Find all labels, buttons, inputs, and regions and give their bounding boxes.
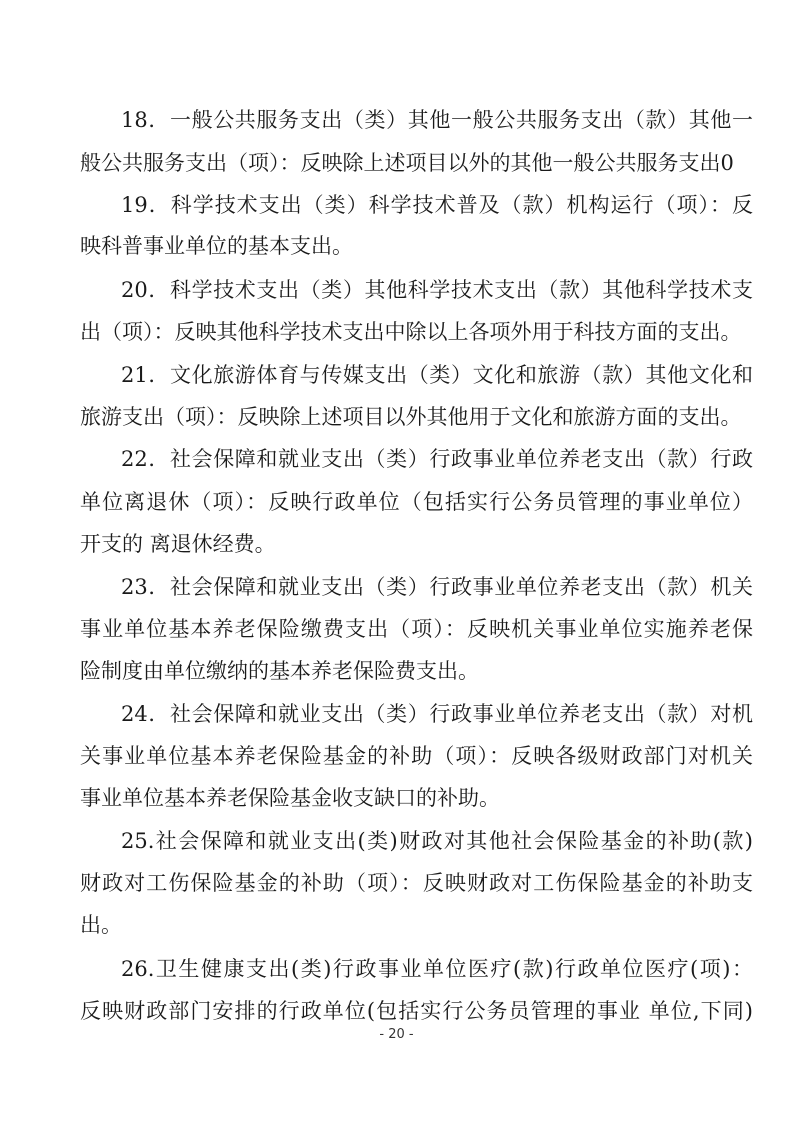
paragraph-24-line-2: 关事业单位基本养老保险基金的补助（项）：反映各级财政部门对机关 [80,744,753,768]
paragraph-22-line-1: 22．社会保障和就业支出（类）行政事业单位养老支出（款）行政 [121,447,753,471]
paragraph-23-line-3: 险制度由单位缴纳的基本养老保险费支出。 [80,659,479,683]
paragraph-21-line-1: 21．文化旅游体育与传媒支出（类）文化和旅游（款）其他文化和 [121,363,753,387]
paragraph-19-line-1: 19．科学技术支出（类）科学技术普及（款）机构运行（项）：反 [121,193,753,217]
paragraph-21-line-2: 旅游支出（项）：反映除上述项目以外其他用于文化和旅游方面的支出。 [80,405,742,429]
paragraph-20-line-1: 20．科学技术支出（类）其他科学技术支出（款）其他科学技术支 [121,278,753,302]
paragraph-26-line-2: 反映财政部门安排的行政单位(包括实行公务员管理的事业 单位,下同) [80,999,753,1023]
page-number: - 20 - [379,1027,414,1042]
paragraph-25-line-3: 出。 [80,913,122,937]
paragraph-24-line-3: 事业单位基本养老保险基金收支缺口的补助。 [80,786,500,810]
paragraph-26-line-1: 26.卫生健康支出(类)行政事业单位医疗(款)行政单位医疗(项)： [121,957,753,981]
paragraph-19-line-2: 映科普事业单位的基本支出。 [80,234,353,258]
paragraph-24-line-1: 24．社会保障和就业支出（类）行政事业单位养老支出（款）对机 [121,702,753,726]
paragraph-25-line-1: 25.社会保障和就业支出(类)财政对其他社会保险基金的补助(款) [121,829,753,853]
paragraph-23-line-2: 事业单位基本养老保险缴费支出（项）：反映机关事业单位实施养老保 [80,617,753,641]
paragraph-18-line-1: 18．一般公共服务支出（类）其他一般公共服务支出（款）其他一 [121,108,753,132]
paragraph-22-line-3: 开支的 离退休经费。 [80,532,276,556]
paragraph-20-line-2: 出（项）：反映其他科学技术支出中除以上各项外用于科技方面的支出。 [80,320,742,344]
paragraph-18-line-2: 般公共服务支出（项）：反映除上述项目以外的其他一般公共服务支出0 [80,151,734,175]
paragraph-23-line-1: 23．社会保障和就业支出（类）行政事业单位养老支出（款）机关 [121,575,753,599]
paragraph-25-line-2: 财政对工伤保险基金的补助（项）：反映财政对工伤保险基金的补助支 [80,871,753,895]
paragraph-22-line-2: 单位离退休（项）：反映行政单位（包括实行公务员管理的事业单位） [80,490,753,514]
